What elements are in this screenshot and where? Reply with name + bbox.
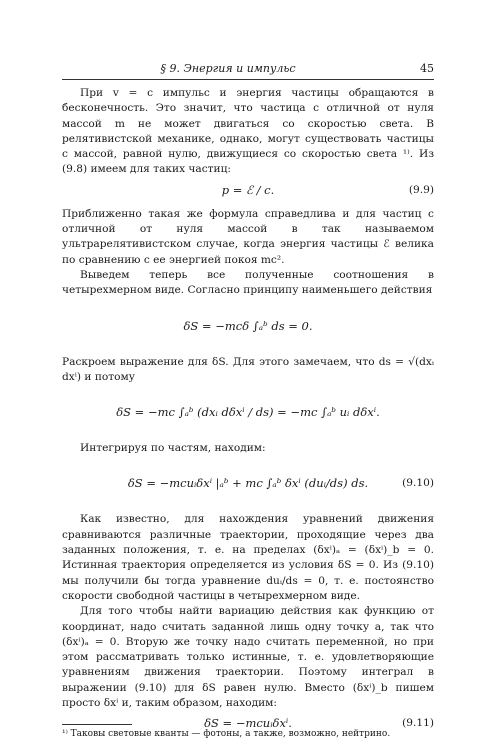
paragraph: Раскроем выражение для δS. Для этого замечаем, что ds = √(dxᵢ dxⁱ) и потому bbox=[62, 355, 434, 383]
equation-action-variation bbox=[62, 305, 434, 349]
paragraph: Выведем теперь все полученные соотношения в четырехмерном виде. Согласно принципу наименьшего действия bbox=[62, 268, 434, 297]
equation-formula: δS = −mcuᵢδxⁱ |ₐᵇ + mc ∫ₐᵇ δxⁱ (duᵢ/ds) ds. bbox=[127, 476, 369, 491]
page-number: 45 bbox=[420, 62, 434, 75]
running-header bbox=[62, 62, 434, 76]
running-title: § 9. Энергия и импульс bbox=[160, 62, 296, 75]
paragraph: Интегрируя по частям, находим: bbox=[80, 442, 266, 455]
paragraph: При v = c импульс и энергия частицы обращаются в бесконечность. Это значит, что частица с отличной от нуля массой m не может двигаться со скоростью света. В релятивистской механике, однако, могут существовать частицы с массой, равной нулю, движущиеся со скоростью света ¹⁾. Из (9.8) имеем для таких частиц: bbox=[62, 87, 434, 176]
equation-9-9 bbox=[62, 183, 434, 203]
equation-formula: δS = −mc ∫ₐᵇ (dxᵢ dδxⁱ / ds) = −mc ∫ₐᵇ uᵢ dδxⁱ. bbox=[116, 405, 380, 420]
footnote: ¹⁾ Таковы световые кванты — фотоны, а также, возможно, нейтрино. bbox=[62, 729, 391, 739]
equation-formula: p = ℰ / c. bbox=[221, 182, 275, 197]
paragraph: Для того чтобы найти вариацию действия как функцию от координат, надо считать заданной лишь одну точку a, так что (δxⁱ)ₐ = 0. Вторую же точку надо считать переменной, но при этом рассматривать только истинные, т. е. удовлетворяющие уравнениям движения траектории. Поэтому интеграл в выражении (9.10) для δS равен нулю. Вместо (δxⁱ)_b пишем просто δxⁱ и, таким образом, находим: bbox=[62, 605, 434, 710]
equation-formula: δS = −mcuᵢδxⁱ. bbox=[204, 716, 292, 731]
paragraph: Приближенно такая же формула справедлива и для частиц с отличной от нуля массой в так называемом ультрарелятивистском случае, когда энергия частицы ℰ велика по сравнению с ее энергией покоя mc². bbox=[62, 207, 434, 266]
equation-number: (9.9) bbox=[408, 183, 434, 196]
main-text bbox=[62, 86, 434, 740]
paragraph: Как известно, для нахождения уравнений движения сравниваются различные траектории, проходящие через два заданных положения, т. е. на пределах (δxⁱ)ₐ = (δxⁱ)_b = 0. Истинная траектория определяется из условия δS = 0. Из (9.10) мы получили бы тогда уравнение duᵢ/ds = 0, т. е. постоянство скорости свободной частицы в четырехмерном виде. bbox=[62, 513, 434, 602]
footnote-rule bbox=[62, 724, 132, 725]
equation-number: (9.11) bbox=[402, 717, 434, 730]
equation-expanded-variation bbox=[62, 391, 434, 435]
equation-9-10 bbox=[62, 462, 434, 506]
equation-number: (9.10) bbox=[402, 477, 434, 490]
header-rule bbox=[62, 79, 434, 80]
equation-formula: δS = −mcδ ∫ₐᵇ ds = 0. bbox=[183, 318, 313, 333]
